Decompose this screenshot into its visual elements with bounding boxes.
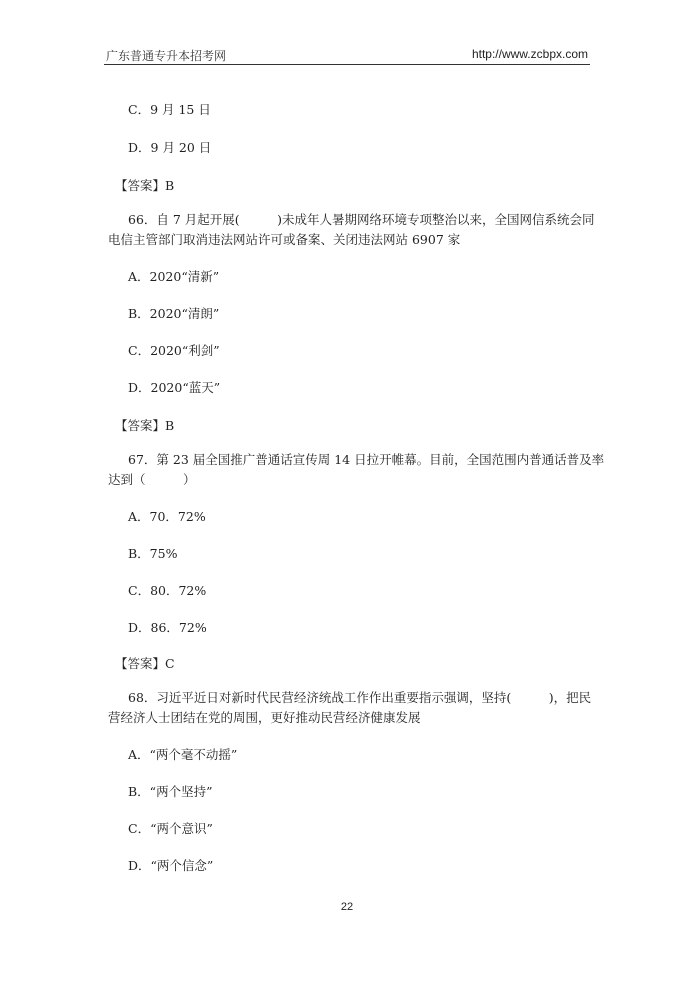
option-d: D．“两个信念”	[128, 858, 214, 873]
option-b: B．2020“清朗”	[128, 306, 220, 321]
site-name: 广东普通专升本招考网	[106, 49, 227, 63]
option-c: C．“两个意识”	[128, 821, 213, 836]
question-text: 66．自 7 月起开展( )未成年人暑期网络环境专项整治以来，全国网信系统会同	[128, 212, 595, 227]
header-divider	[104, 64, 590, 65]
option-a: A．70．72%	[128, 509, 206, 524]
option-d: D．9 月 20 日	[128, 140, 212, 155]
option-c: C．2020“利剑”	[128, 343, 220, 358]
question-text-cont: 电信主管部门取消违法网站许可或备案、关闭违法网站 6907 家	[108, 232, 461, 247]
question-text: 68．习近平近日对新时代民营经济统战工作作出重要指示强调，坚持( )，把民	[128, 690, 592, 705]
option-b: B．“两个坚持”	[128, 784, 213, 799]
site-url[interactable]: http://www.zcbpx.com	[471, 47, 588, 61]
option-b: B．75%	[128, 546, 178, 561]
question-text-cont: 达到（ ）	[108, 472, 196, 487]
option-d: D．2020“蓝天”	[128, 380, 221, 395]
answer-line: 【答案】B	[115, 178, 175, 193]
option-d: D．86．72%	[128, 620, 207, 635]
answer-line: 【答案】B	[115, 418, 175, 433]
option-a: A．“两个毫不动摇”	[128, 747, 238, 762]
option-c: C．9 月 15 日	[128, 102, 211, 117]
question-text: 67．第 23 届全国推广普通话宣传周 14 日拉开帷幕。目前，全国范围内普通话普及率	[128, 452, 605, 467]
option-a: A．2020“清新”	[128, 269, 220, 284]
page-number: 22	[340, 901, 354, 913]
question-text-cont: 营经济人士团结在党的周围，更好推动民营经济健康发展	[108, 710, 421, 725]
option-c: C．80．72%	[128, 583, 207, 598]
answer-line: 【答案】C	[115, 656, 175, 671]
